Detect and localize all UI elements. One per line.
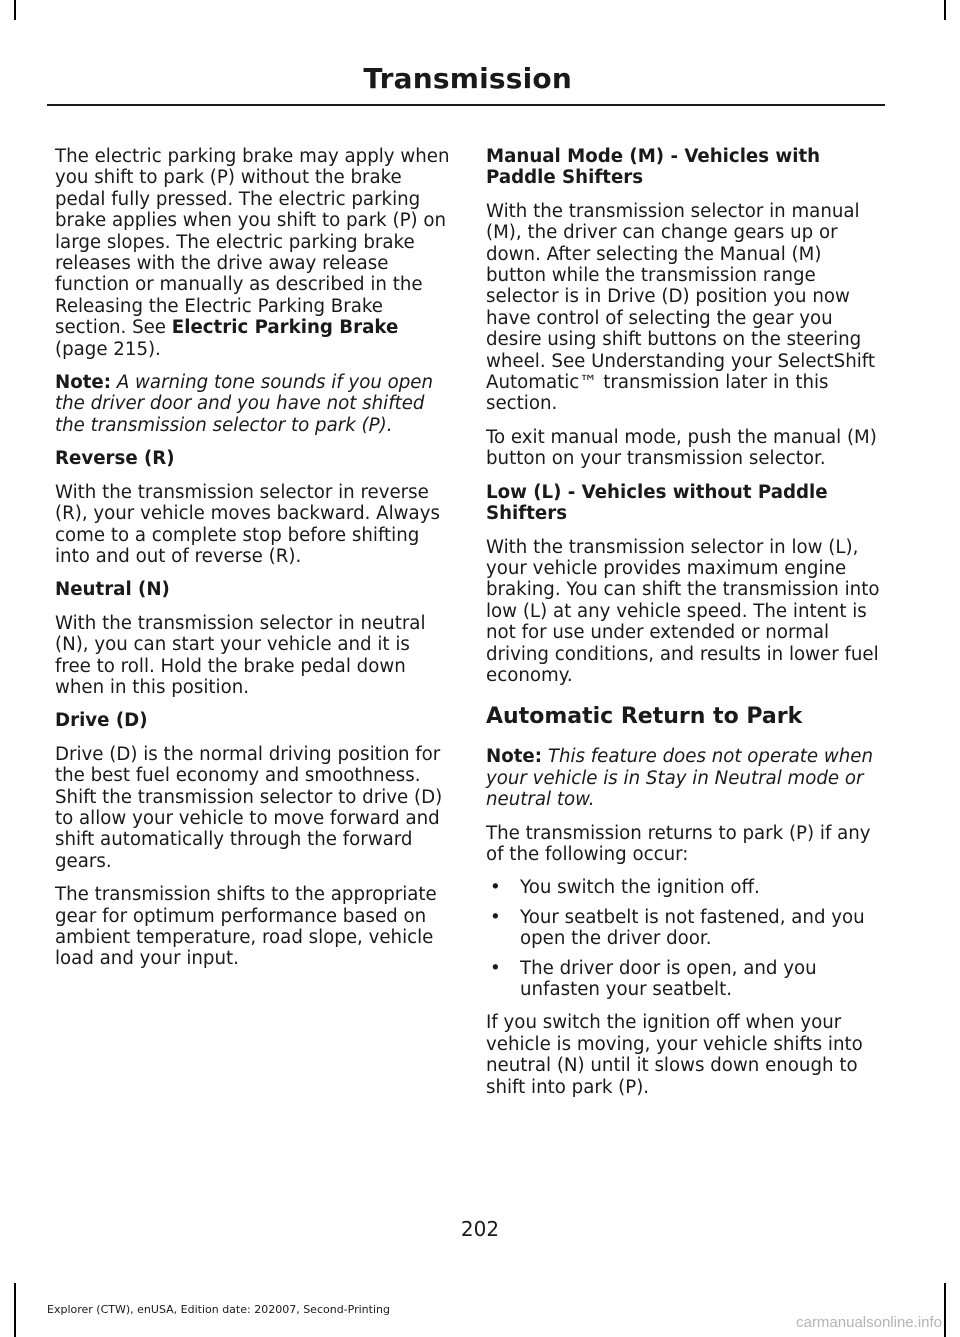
- reverse-paragraph: With the transmission selector in reverse (R), your vehicle moves backward. Always come to a complete stop before shifting into and out of reverse (R).: [55, 481, 440, 567]
- note-auto-return: Note: This feature does not operate when your vehicle is in Stay in Neutral mode or neutral tow.: [486, 746, 874, 811]
- bullet-icon: •: [490, 877, 501, 899]
- page-number: 202: [460, 1217, 500, 1241]
- note-warning-tone: Note: A warning tone sounds if you open the driver door and you have not shifted the transmission selector to park (P).: [55, 372, 434, 436]
- manual-mode-exit-paragraph: To exit manual mode, push the manual (M) button on your transmission selector.: [486, 426, 877, 470]
- auto-return-list: [486, 877, 880, 1000]
- drive-paragraph-2: The transmission shifts to the appropriate gear for optimum performance based on ambient temperature, road slope, vehicle load and your input.: [55, 884, 437, 970]
- electric-parking-brake-reference[interactable]: Electric Parking Brake: [171, 317, 399, 339]
- neutral-heading: Neutral (N): [55, 579, 170, 601]
- low-heading: Low (L) - Vehicles without Paddle Shifters: [486, 481, 828, 525]
- low-paragraph: With the transmission selector in low (L), your vehicle provides maximum engine braking. You can shift the transmission into low (L) at any vehicle speed. The intent is not for use under extended or normal driving conditions, and results in lower fuel economy.: [486, 536, 880, 686]
- drive-heading: Drive (D): [55, 710, 148, 732]
- crop-mark-bottom-right: [944, 1283, 946, 1337]
- crop-mark-top-left: [14, 0, 16, 20]
- reverse-heading: Reverse (R): [55, 448, 175, 470]
- crop-mark-bottom-left: [14, 1283, 16, 1337]
- drive-paragraph: Drive (D) is the normal driving position for the best fuel economy and smoothness. Shift the transmission selector to drive (D) to allow your vehicle to move forward and shift automatically through the forward gears.: [55, 743, 443, 872]
- list-item: • The driver door is open, and you unfasten your seatbelt.: [490, 957, 817, 1000]
- header-rule: [47, 104, 885, 106]
- auto-return-intro: The transmission returns to park (P) if any of the following occur:: [486, 822, 871, 865]
- manual-mode-heading: Manual Mode (M) - Vehicles with Paddle Shifters: [486, 146, 821, 189]
- electric-parking-brake-paragraph: The electric parking brake may apply when you shift to park (P) without the brake pedal fully pressed. The electric parking brake applies when you shift to park (P) on large slopes. The electric parking brake releases with the drive away release function or manually as described in the Releasing the Electric Parking Brake section. See Electric Parking Brake (page 215).: [55, 146, 450, 360]
- watermark: carmanualsonline.info: [796, 1314, 942, 1331]
- bullet-icon: •: [490, 906, 501, 928]
- list-item: • Your seatbelt is not fastened, and you open the driver door.: [490, 906, 865, 950]
- list-item: • You switch the ignition off.: [490, 877, 760, 899]
- manual-mode-paragraph: With the transmission selector in manual (M), the driver can change gears up or down. After selecting the Manual (M) button while the transmission range selector is in Drive (D) position you now have control of selecting the gear you desire using shift buttons on the steering wheel. See Understanding your SelectShift Automatic™ transmission later in this section.: [486, 200, 876, 415]
- right-column: [486, 146, 880, 1110]
- edition-info: Explorer (CTW), enUSA, Edition date: 202007, Second-Printing: [47, 1303, 390, 1316]
- left-column: [55, 146, 450, 982]
- page-title: Transmission: [363, 62, 572, 95]
- auto-return-closing: If you switch the ignition off when your vehicle is moving, your vehicle shifts into neutral (N) until it slows down enough to shift into park (P).: [486, 1012, 863, 1098]
- bullet-icon: •: [490, 957, 501, 979]
- crop-mark-top-right: [944, 0, 946, 20]
- automatic-return-heading: Automatic Return to Park: [486, 704, 803, 730]
- neutral-paragraph: With the transmission selector in neutral (N), you can start your vehicle and it is free to roll. Hold the brake pedal down when in this position.: [55, 612, 426, 698]
